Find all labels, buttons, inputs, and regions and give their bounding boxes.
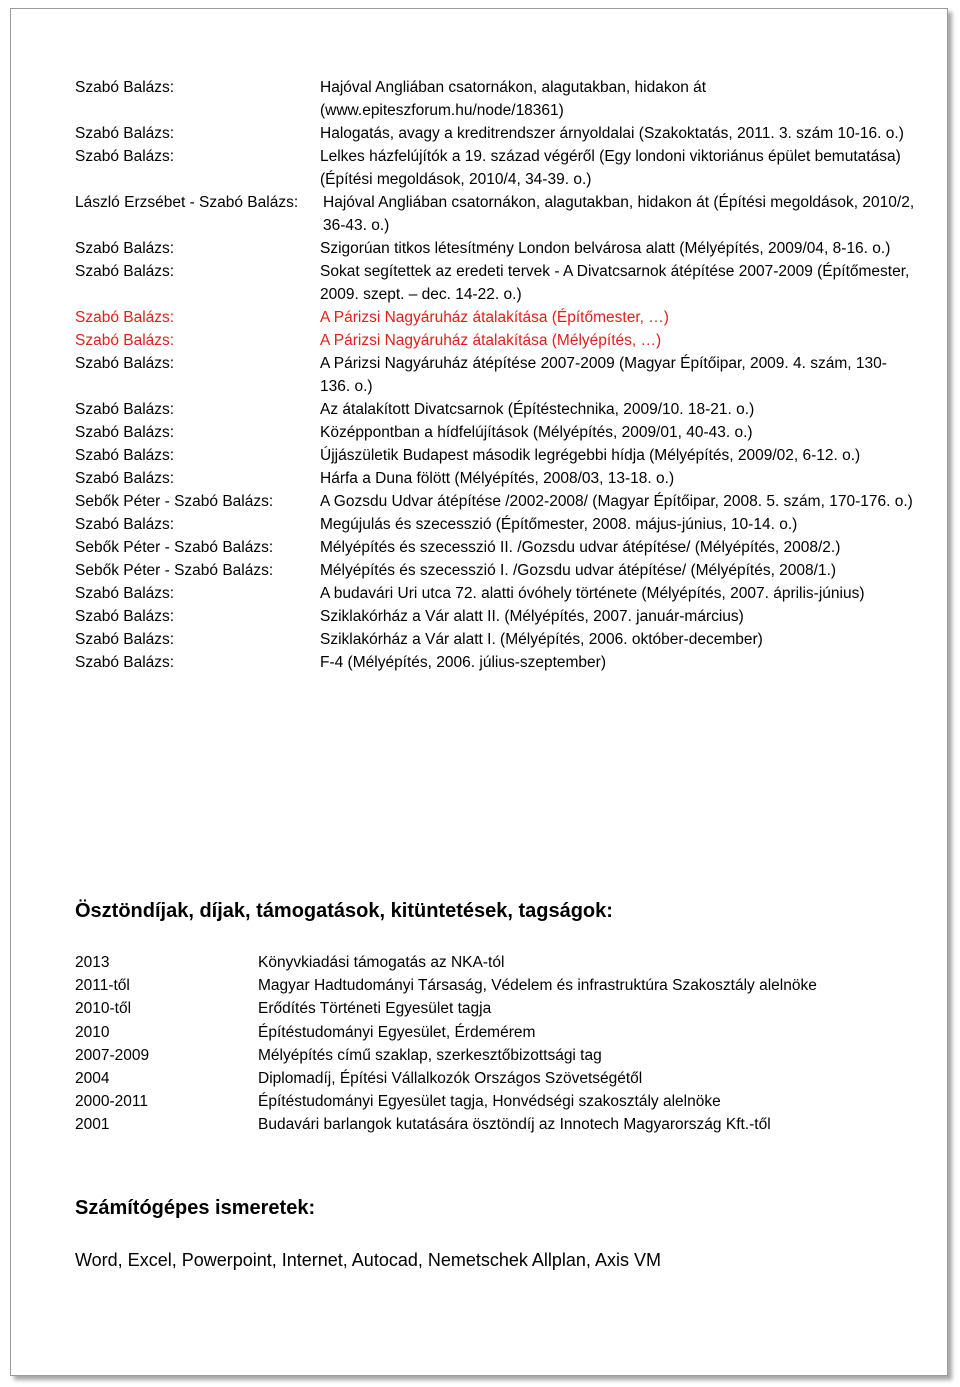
award-description: Mélyépítés című szaklap, szerkesztőbizottsági tag (258, 1046, 602, 1064)
award-year: 2001 (75, 1116, 110, 1134)
publication-author: Szabó Balázs: (75, 148, 175, 165)
award-description: Magyar Hadtudományi Társaság, Védelem és infrastruktúra Szakosztály alelnöke (258, 977, 817, 995)
publication-item (75, 605, 915, 628)
publication-title: F-4 (Mélyépítés, 2006. július-szeptember) (320, 654, 607, 671)
award-description: Diplomadíj, Építési Vállalkozók Országos Szövetségétől (258, 1070, 643, 1088)
publication-author: Szabó Balázs: (75, 125, 175, 142)
publication-list (75, 76, 915, 674)
publication-item-highlighted (75, 329, 915, 352)
publication-author: Sebők Péter - Szabó Balázs: (75, 562, 274, 579)
publication-author: Szabó Balázs: (75, 263, 175, 280)
award-description: Könyvkiadási támogatás az NKA-tól (258, 954, 505, 971)
publication-author: László Erzsébet - Szabó Balázs: (75, 194, 299, 211)
publication-title: A Párizsi Nagyáruház átalakítása (Mélyépítés, …) (320, 332, 662, 349)
publication-title: Halogatás, avagy a kreditrendszer árnyoldalai (Szakoktatás, 2011. 3. szám 10-16. o.) (320, 125, 904, 142)
publication-author: Szabó Balázs: (75, 631, 175, 648)
publication-title: Mélyépítés és szecesszió I. /Gozsdu udvar átépítése/ (Mélyépítés, 2008/1.) (320, 562, 837, 579)
award-year: 2010 (75, 1023, 110, 1041)
publication-item (75, 352, 915, 398)
publication-item (75, 421, 915, 444)
publication-item (75, 444, 915, 467)
publication-item (75, 467, 915, 490)
publication-item (75, 191, 915, 237)
publication-title: Szigorúan titkos létesítmény London belvárosa alatt (Mélyépítés, 2009/04, 8-16. o.) (320, 240, 891, 257)
publication-title: Hajóval Angliában csatornákon, alagutakban, hidakon át (www.epiteszforum.hu/node/18361) (320, 79, 707, 119)
publication-title: Újjászületik Budapest második legrégebbi hídja (Mélyépítés, 2009/02, 6-12. o.) (320, 447, 861, 464)
publication-title: Középpontban a hídfelújítások (Mélyépítés, 2009/01, 40-43. o.) (320, 424, 753, 441)
publication-author: Szabó Balázs: (75, 654, 175, 671)
award-description: Erődítés Történeti Egyesület tagja (258, 1000, 492, 1018)
publication-author: Szabó Balázs: (75, 79, 175, 96)
publication-author: Szabó Balázs: (75, 309, 175, 326)
publication-title: Mélyépítés és szecesszió II. /Gozsdu udvar átépítése/ (Mélyépítés, 2008/2.) (320, 539, 841, 556)
awards-heading: Ösztöndíjak, díjak, támogatások, kitüntetések, tagságok: (75, 900, 613, 922)
publication-title: Az átalakított Divatcsarnok (Építéstechnika, 2009/10. 18-21. o.) (320, 401, 755, 418)
publication-item (75, 237, 915, 260)
award-item (75, 951, 925, 974)
award-year: 2010-től (75, 1000, 132, 1018)
award-year: 2000-2011 (75, 1093, 148, 1111)
publication-title: A Párizsi Nagyáruház átalakítása (Építőmester, …) (320, 309, 669, 326)
publication-title: A budavári Uri utca 72. alatti óvóhely története (Mélyépítés, 2007. április-június) (320, 585, 865, 602)
publication-title: Sokat segítettek az eredeti tervek - A Divatcsarnok átépítése 2007-2009 (Építőmester, 2009. szept. – dec. 14-22. o.) (320, 263, 910, 303)
award-year: 2011-től (75, 977, 130, 995)
publication-item-highlighted (75, 306, 915, 329)
publication-title: Lelkes házfelújítók a 19. század végéről (Egy londoni viktoriánus épület bemutatása) (Építési megoldások, 2010/4, 34-39. o.) (320, 148, 901, 188)
award-item (75, 1044, 925, 1067)
award-description: Építéstudományi Egyesület, Érdemérem (258, 1023, 536, 1041)
publication-author: Sebők Péter - Szabó Balázs: (75, 493, 274, 510)
publication-title: Hajóval Angliában csatornákon, alagutakban, hidakon át (Építési megoldások, 2010/2, 36-43. o.) (323, 194, 915, 234)
award-year: 2004 (75, 1070, 110, 1088)
publication-item (75, 651, 915, 674)
award-item (75, 1113, 925, 1136)
publication-item (75, 490, 915, 513)
publication-item (75, 122, 915, 145)
award-item (75, 974, 925, 997)
award-description: Építéstudományi Egyesület tagja, Honvédségi szakosztály alelnöke (258, 1093, 721, 1111)
skills-text: Word, Excel, Powerpoint, Internet, Autocad, Nemetschek Allplan, Axis VM (75, 1250, 661, 1270)
award-item (75, 997, 925, 1020)
publication-title: Hárfa a Duna fölött (Mélyépítés, 2008/03, 13-18. o.) (320, 470, 675, 487)
publication-title: A Párizsi Nagyáruház átépítése 2007-2009 (Magyar Építőipar, 2009. 4. szám, 130-136. o.) (320, 355, 887, 395)
publication-title: Sziklakórház a Vár alatt I. (Mélyépítés, 2006. október-december) (320, 631, 763, 648)
award-year: 2013 (75, 954, 110, 971)
publication-author: Sebők Péter - Szabó Balázs: (75, 539, 274, 556)
publication-author: Szabó Balázs: (75, 470, 175, 487)
skills-heading: Számítógépes ismeretek: (75, 1197, 316, 1219)
publication-author: Szabó Balázs: (75, 424, 175, 441)
publication-title: Megújulás és szecesszió (Építőmester, 2008. május-június, 10-14. o.) (320, 516, 798, 533)
publication-item (75, 260, 915, 306)
publication-title: A Gozsdu Udvar átépítése /2002-2008/ (Magyar Építőipar, 2008. 5. szám, 170-176. o.) (320, 493, 913, 510)
publication-item (75, 76, 915, 122)
publication-author: Szabó Balázs: (75, 516, 175, 533)
publication-author: Szabó Balázs: (75, 240, 175, 257)
publication-item (75, 582, 915, 605)
publication-author: Szabó Balázs: (75, 608, 175, 625)
publication-item (75, 513, 915, 536)
publication-item (75, 145, 915, 191)
award-description: Budavári barlangok kutatására ösztöndíj az Innotech Magyarország Kft.-től (258, 1116, 771, 1134)
publication-author: Szabó Balázs: (75, 355, 175, 372)
award-item (75, 1090, 925, 1113)
publication-title: Sziklakórház a Vár alatt II. (Mélyépítés, 2007. január-március) (320, 608, 744, 625)
award-item (75, 1067, 925, 1090)
award-item (75, 1021, 925, 1044)
publication-author: Szabó Balázs: (75, 447, 175, 464)
publication-item (75, 559, 915, 582)
publication-item (75, 536, 915, 559)
publication-item (75, 398, 915, 421)
publication-author: Szabó Balázs: (75, 585, 175, 602)
publication-author: Szabó Balázs: (75, 332, 175, 349)
publication-item (75, 628, 915, 651)
award-year: 2007-2009 (75, 1046, 150, 1064)
publication-author: Szabó Balázs: (75, 401, 175, 418)
awards-list (75, 951, 925, 1137)
